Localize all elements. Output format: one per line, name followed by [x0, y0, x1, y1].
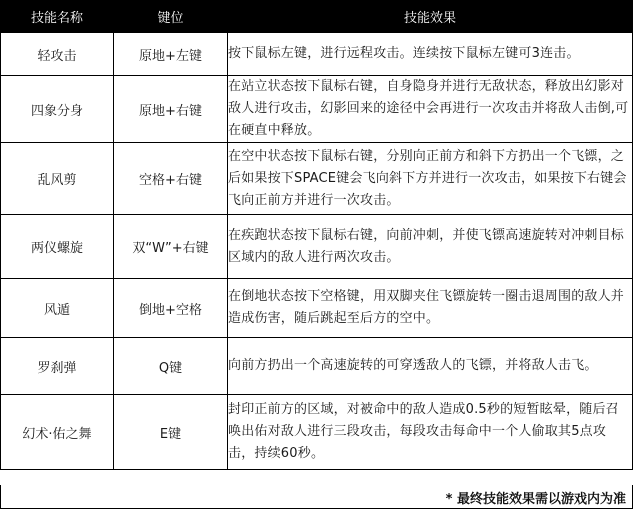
- skill-key: 原地+左键: [114, 33, 228, 76]
- skill-name: 罗刹弹: [1, 338, 114, 395]
- table-row: [1, 338, 633, 395]
- skill-key: 原地+右键: [114, 76, 228, 143]
- footnote: * 最终技能效果需以游戏内为准: [445, 492, 626, 507]
- skill-key: 双“W”+右键: [114, 215, 228, 279]
- header-skill-name: 技能名称: [1, 1, 114, 33]
- skill-name: 幻术·佑之舞: [1, 395, 114, 470]
- table-header-row: [1, 1, 633, 33]
- skill-key: 倒地+空格: [114, 279, 228, 338]
- table-row: [1, 33, 633, 76]
- skill-name: 轻攻击: [1, 33, 114, 76]
- footnote-row: [0, 485, 633, 509]
- table-row: [1, 215, 633, 279]
- table-row: [1, 143, 633, 215]
- header-effect: 技能效果: [228, 1, 633, 33]
- skill-effect: 封印正前方的区域，对被命中的敌人造成0.5秒的短暂眩晕，随后召唤出佑对敌人进行三段攻击，每段攻击每命中一个人偷取其5点攻击，持续60秒。: [228, 395, 633, 470]
- skill-effect: 在空中状态按下鼠标右键，分别向正前方和斜下方扔出一个飞镖，之后如果按下SPACE键会飞向斜下方并进行一次攻击，如果按下右键会飞向正前方并进行一次攻击。: [228, 143, 633, 215]
- table-row: [1, 76, 633, 143]
- header-key: 键位: [114, 1, 228, 33]
- table-row: [1, 395, 633, 470]
- skill-key: 空格+右键: [114, 143, 228, 215]
- skill-effect: 向前方扔出一个高速旋转的可穿透敌人的飞镖，并将敌人击飞。: [228, 338, 633, 395]
- skill-effect: 在倒地状态按下空格键，用双脚夹住飞镖旋转一圈击退周围的敌人并造成伤害，随后跳起至后方的空中。: [228, 279, 633, 338]
- skill-effect: 按下鼠标左键，进行远程攻击。连续按下鼠标左键可3连击。: [228, 33, 633, 76]
- table-row: [1, 279, 633, 338]
- skill-name: 乱风剪: [1, 143, 114, 215]
- skill-key: Q键: [114, 338, 228, 395]
- skill-key: E键: [114, 395, 228, 470]
- skill-name: 风遁: [1, 279, 114, 338]
- skill-name: 四象分身: [1, 76, 114, 143]
- skill-effect: 在站立状态按下鼠标右键，自身隐身并进行无敌状态，释放出幻影对敌人进行攻击，幻影回来的途径中会再进行一次攻击并将敌人击倒,可在硬直中释放。: [228, 76, 633, 143]
- skill-effect: 在疾跑状态按下鼠标右键，向前冲刺，并使飞镖高速旋转对冲刺目标区域内的敌人进行两次攻击。: [228, 215, 633, 279]
- skill-name: 两仪螺旋: [1, 215, 114, 279]
